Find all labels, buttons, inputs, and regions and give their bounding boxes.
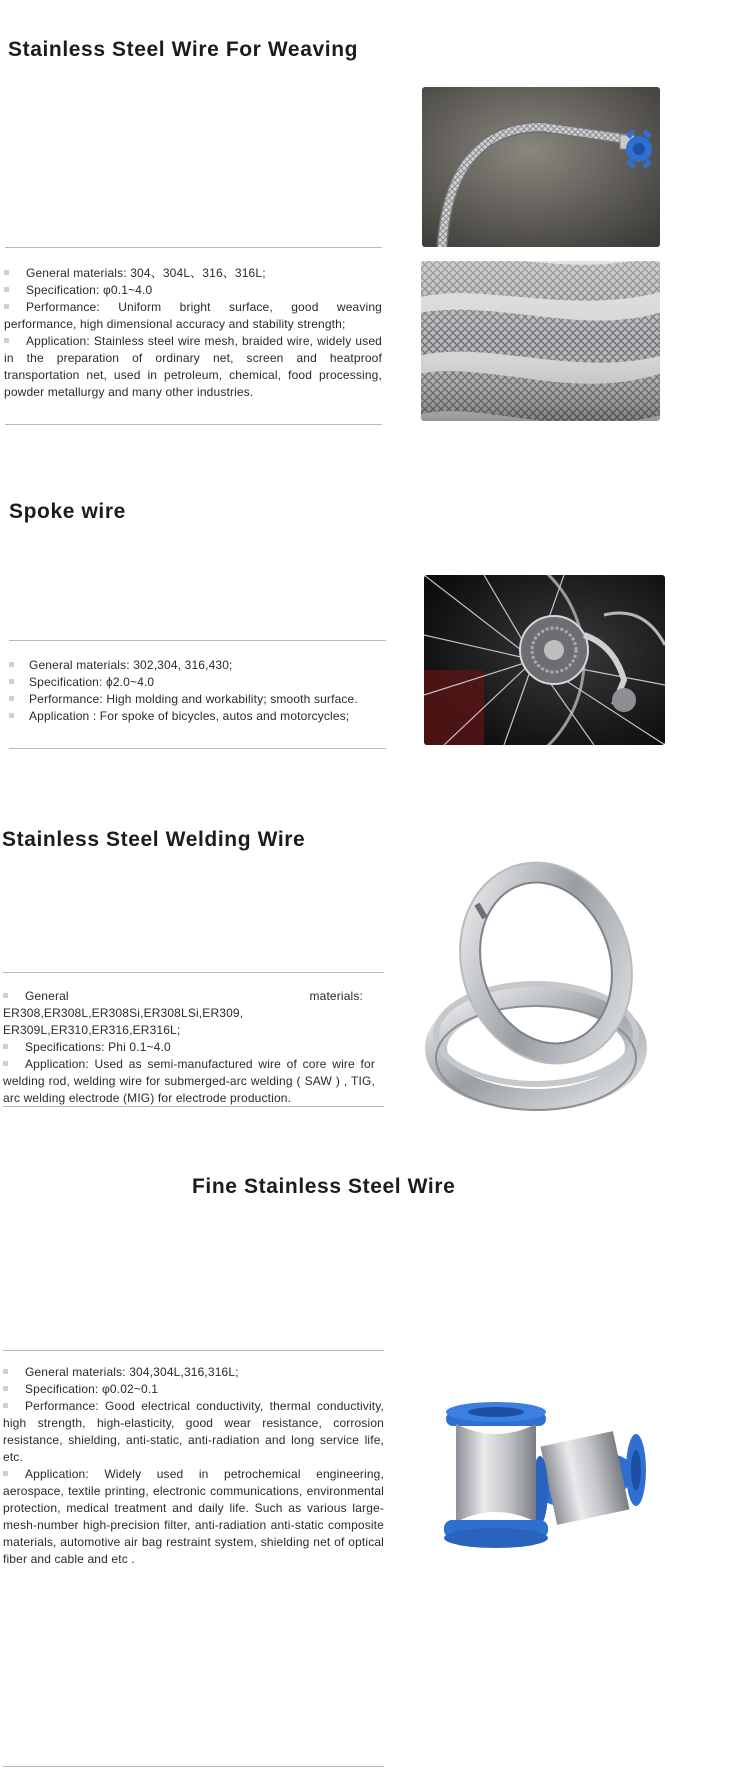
bullet-icon [3,993,8,998]
spec-list [3,1364,384,1568]
bullet-icon [9,662,14,667]
spec-list [4,265,382,401]
divider-top [3,1350,384,1351]
bullet-icon [3,1386,8,1391]
spec-item-application: Application: Stainless steel wire mesh, braided wire, widely used in the preparation of ordinary net, screen and heatproof transportation net, used in petroleum, chemical, food processing, powder metallurgy and many other industries. [4,334,382,399]
divider-bottom [9,748,386,749]
bullet-icon [9,679,14,684]
divider-top [9,640,386,641]
welding-wire-coils-photo [418,858,660,1120]
spec-item-materials: General materials: 304,304L,316,316L; [3,1364,384,1381]
bullet-icon [3,1403,8,1408]
spec-list [3,988,375,1107]
section-title: Fine Stainless Steel Wire [192,1175,456,1198]
divider-bottom [3,1106,384,1107]
section-welding-wire [0,820,750,1150]
divider-bottom [5,424,382,425]
section-weaving-wire [0,0,750,500]
bullet-icon [4,270,9,275]
divider-top [5,247,382,248]
bullet-icon [3,1061,8,1066]
bullet-icon [4,338,9,343]
section-fine-wire [0,1160,750,1769]
spec-item-performance: Performance: Good electrical conductivity, thermal conductivity, high strength, high-elasticity, good wear resistance, corrosion resistance, shielding, anti-static, anti-radiation and long service life, etc. [3,1399,384,1464]
bullet-icon [3,1369,8,1374]
divider-top [3,972,384,973]
bullet-icon [3,1044,8,1049]
spec-item-specification: Specification: φ0.02~0.1 [3,1381,384,1398]
spec-item-specification: Specifications: Phi 0.1~4.0 [3,1039,363,1056]
section-spoke-wire [0,500,750,800]
spec-item-materials: General materials: 304、304L、316、316L; [4,265,382,282]
spec-item-performance: Performance: Uniform bright surface, good weaving performance, high dimensional accuracy and stability strength; [4,300,382,331]
braided-hose-with-blue-fitting-photo [422,87,660,247]
section-title: Spoke wire [9,500,126,523]
spec-item-application: Application: Used as semi-manufactured wire of core wire for welding rod, welding wire for submerged-arc welding ( SAW ) , TIG, arc welding electrode (MIG) for electrode production. [3,1057,375,1105]
bullet-icon [4,287,9,292]
bullet-icon [9,696,14,701]
spec-item-specification: Specification: φ0.1~4.0 [4,282,382,299]
spec-item-application: Application : For spoke of bicycles, autos and motorcycles; [9,708,386,725]
spec-item-application: Application: Widely used in petrochemical engineering, aerospace, textile printing, electronic communications, environmental protection, medical treatment and daily life. Such as various large-mesh-number high-precision filter, anti-radiation anti-static composite materials, automotive air bag restraint system, shielding net of optical fiber and cable and etc . [3,1467,384,1566]
section-title: Stainless Steel Wire For Weaving [8,38,359,61]
bullet-icon [3,1471,8,1476]
spec-item-specification: Specification: ϕ2.0~4.0 [9,674,386,691]
divider-bottom [3,1766,384,1767]
bullet-icon [4,304,9,309]
spec-item-materials: General materials: ER308,ER308L,ER308Si,ER308LSi,ER309, ER309L,ER310,ER316,ER316L; [3,989,363,1037]
bicycle-wheel-spokes-photo [424,575,665,745]
spec-item-performance: Performance: High molding and workability; smooth surface. [9,691,386,708]
fine-wire-spools-photo [440,1398,652,1550]
section-title: Stainless Steel Welding Wire [2,828,306,851]
spec-list [9,657,386,725]
bullet-icon [9,713,14,718]
braided-steel-hoses-closeup-photo [421,261,660,421]
spec-item-materials: General materials: 302,304, 316,430; [9,657,386,674]
